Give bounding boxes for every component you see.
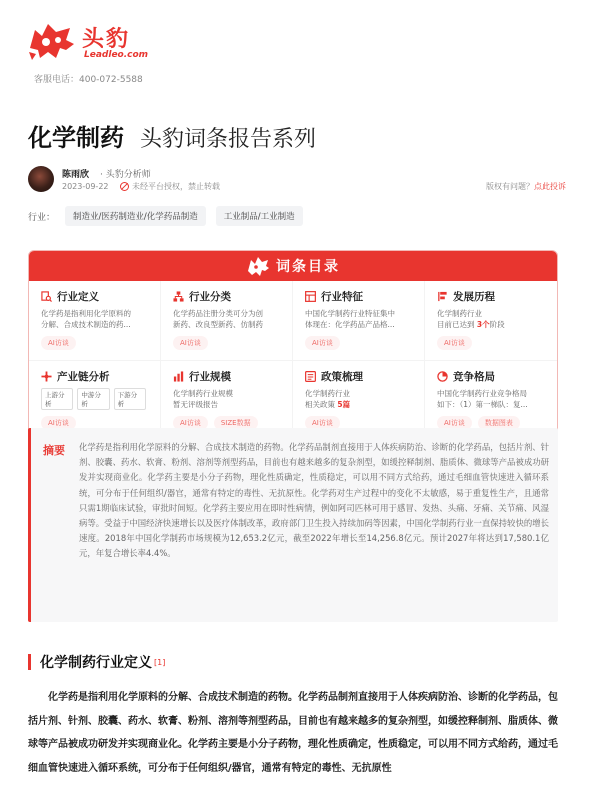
footnote-ref[interactable]: [1]	[154, 657, 166, 667]
author-role: · 头豹分析师	[100, 170, 151, 180]
toc-item-title: 行业分类	[189, 291, 231, 303]
ban-icon	[120, 182, 129, 191]
toc-item-features[interactable]	[293, 281, 425, 361]
toc-header	[29, 251, 557, 281]
hierarchy-icon	[173, 291, 184, 302]
ai-interview-badge[interactable]: AI访谈	[437, 416, 472, 430]
brand-site: Leadleo.com	[84, 50, 149, 60]
toc-grid	[29, 281, 557, 441]
toc-item-desc: 暂无评级报告	[173, 400, 218, 409]
ai-interview-badge[interactable]: AI访谈	[305, 336, 340, 350]
toc-item-history[interactable]	[425, 281, 557, 361]
toc-item-desc: 化学药品注册分类可分为创	[173, 309, 263, 318]
toc-item-title: 行业规模	[189, 371, 231, 383]
section-title: 化学制药行业定义	[40, 655, 152, 671]
toc-item-title: 行业特征	[321, 291, 363, 303]
definition-text: 化学药是指利用化学原料的分解、合成技术制造的药物。化学药品制剂直接用于人体疾病防治、诊断的化学药品，包括片剂、针剂、胶囊、药水、软膏、粉剂、溶剂等剂型药品，目前也有越来越多的复杂剂型，如缓控释制剂、脂质体、微球等产品被成功研发并实现商业化。化学药主要是小分子药物，理化性质确定，性质稳定，可以用不同方式给药，通过毛细血管快速进入循环系统，可分布于任何组织/器官，通常有特定的毒性、无抗原性	[28, 692, 558, 774]
toc-item-title: 政策梳理	[321, 371, 363, 383]
notice-text: 未经平台授权，禁止转载	[132, 182, 220, 191]
abstract-label: 摘要	[43, 444, 65, 457]
author-name[interactable]: 陈雨欣	[62, 170, 90, 180]
pie-icon	[437, 371, 448, 382]
series-title: 头豹词条报告系列	[140, 127, 317, 152]
toc-item-desc: 目前已达到 3个阶段	[437, 320, 505, 329]
chain-icon	[41, 371, 52, 382]
toc-panel	[28, 250, 558, 442]
toc-item-desc: 中国化学制药行业竞争格局	[437, 389, 527, 398]
midstream-chip[interactable]: 中游分析	[77, 388, 109, 410]
search-doc-icon	[41, 291, 52, 302]
abstract-box	[28, 428, 558, 622]
page-title: 化学制药	[28, 124, 124, 152]
ai-interview-badge[interactable]: AI访谈	[437, 336, 472, 350]
complaint-link[interactable]: 点此投诉	[534, 182, 566, 191]
grid-icon	[305, 291, 316, 302]
toc-item-desc: 化学制药行业规模	[173, 389, 233, 398]
toc-item-title: 行业定义	[57, 291, 99, 303]
hotline: 客服电话：400-072-5588	[34, 75, 143, 85]
data-chart-badge[interactable]: 数据图表	[478, 416, 520, 430]
toc-item-desc: 分解、合成技术制造的药...	[41, 320, 131, 329]
toc-item-title: 产业链分析	[57, 371, 110, 383]
section-heading	[28, 652, 165, 672]
toc-item-classification[interactable]	[161, 281, 293, 361]
toc-item-desc: 新药、改良型新药、仿制药	[173, 320, 263, 329]
toc-item-desc: 体现在：化学药品产品格...	[305, 320, 395, 329]
abstract-text: 化学药是指利用化学原料的分解、合成技术制造的药物。化学药品制剂直接用于人体疾病防治、诊断的化学药品，包括片剂、针剂、胶囊、药水、软膏、粉剂、溶剂等剂型药品，目前也有越来越多的复杂剂型，如缓控释制剂、脂质体、微球等产品被成功研发并实现商业化。化学药主要是小分子药物，理化性质确定，性质稳定，可以用不同方式给药，通过毛细血管快速进入循环系统，可分布于任何组织/器官，通常有特定的毒性、无抗原性。化学药对生产过程中的变化不太敏感，易于重复性生产，且通常只需1期临床试验，审批时间短。化学药主要应用在即时性病情，例如阿司匹林可用于感冒、发热、头痛、牙痛、关节痛、风湿病等。受益于中国经济快速增长以及医疗体制改革，政府部门卫生投入持续加码等因素，中国化学制药行业一直保持较快的增长速度。2018年中国化学制药市场规模为12,653.2亿元，截至2022年增长至14,256.8亿元。预计2027年将达到17,580.1亿元，年复合增长率4.4%。	[79, 442, 549, 559]
wolf-logo-icon	[26, 18, 76, 62]
ai-interview-badge[interactable]: AI访谈	[41, 336, 76, 350]
industry-tag[interactable]: 制造业/医药制造业/化学药品制造	[65, 206, 206, 226]
copyright-notice	[120, 181, 220, 192]
page-title-row	[28, 118, 316, 153]
toc-item-desc: 化学制药行业	[437, 309, 482, 318]
ai-interview-badge[interactable]: AI访谈	[305, 416, 340, 430]
ai-interview-badge[interactable]: AI访谈	[41, 416, 76, 430]
bar-chart-icon	[173, 371, 184, 382]
toc-item-desc: 化学制药行业	[305, 389, 350, 398]
wolf-icon	[246, 255, 270, 277]
ai-interview-badge[interactable]: AI访谈	[173, 416, 208, 430]
toc-item-title: 发展历程	[453, 291, 495, 303]
ai-interview-badge[interactable]: AI访谈	[173, 336, 208, 350]
toc-item-title: 竞争格局	[453, 371, 495, 383]
toc-item-definition[interactable]	[29, 281, 161, 361]
toc-title: 词条目录	[276, 259, 340, 275]
size-data-badge[interactable]: SIZE数据	[214, 416, 258, 430]
toc-item-desc: 化学药是指利用化学原料的	[41, 309, 131, 318]
publish-date: 2023-09-22	[62, 182, 109, 191]
brand-logo[interactable]	[26, 16, 156, 70]
industry-tag[interactable]: 工业制品/工业制造	[216, 206, 303, 226]
toc-item-desc: 中国化学制药行业特征集中	[305, 309, 395, 318]
policy-count: 5篇	[337, 400, 351, 409]
industry-tags	[28, 206, 313, 226]
toc-item-desc: 如下：（1）第一梯队：复...	[437, 400, 528, 409]
upstream-chip[interactable]: 上游分析	[41, 388, 73, 410]
downstream-chip[interactable]: 下游分析	[114, 388, 146, 410]
avatar[interactable]	[28, 166, 54, 192]
section-bar	[28, 654, 31, 670]
industry-label: 行业：	[28, 212, 56, 223]
timeline-icon	[437, 291, 448, 302]
complaint-prefix: 版权有问题？	[486, 182, 534, 191]
policy-icon	[305, 371, 316, 382]
definition-paragraph	[28, 686, 558, 780]
toc-item-desc: 相关政策 5篇	[305, 400, 351, 409]
complaint-area	[486, 181, 566, 192]
stage-count: 3个	[476, 320, 490, 329]
author-bar	[28, 166, 568, 196]
brand-name: 头豹	[82, 27, 131, 52]
